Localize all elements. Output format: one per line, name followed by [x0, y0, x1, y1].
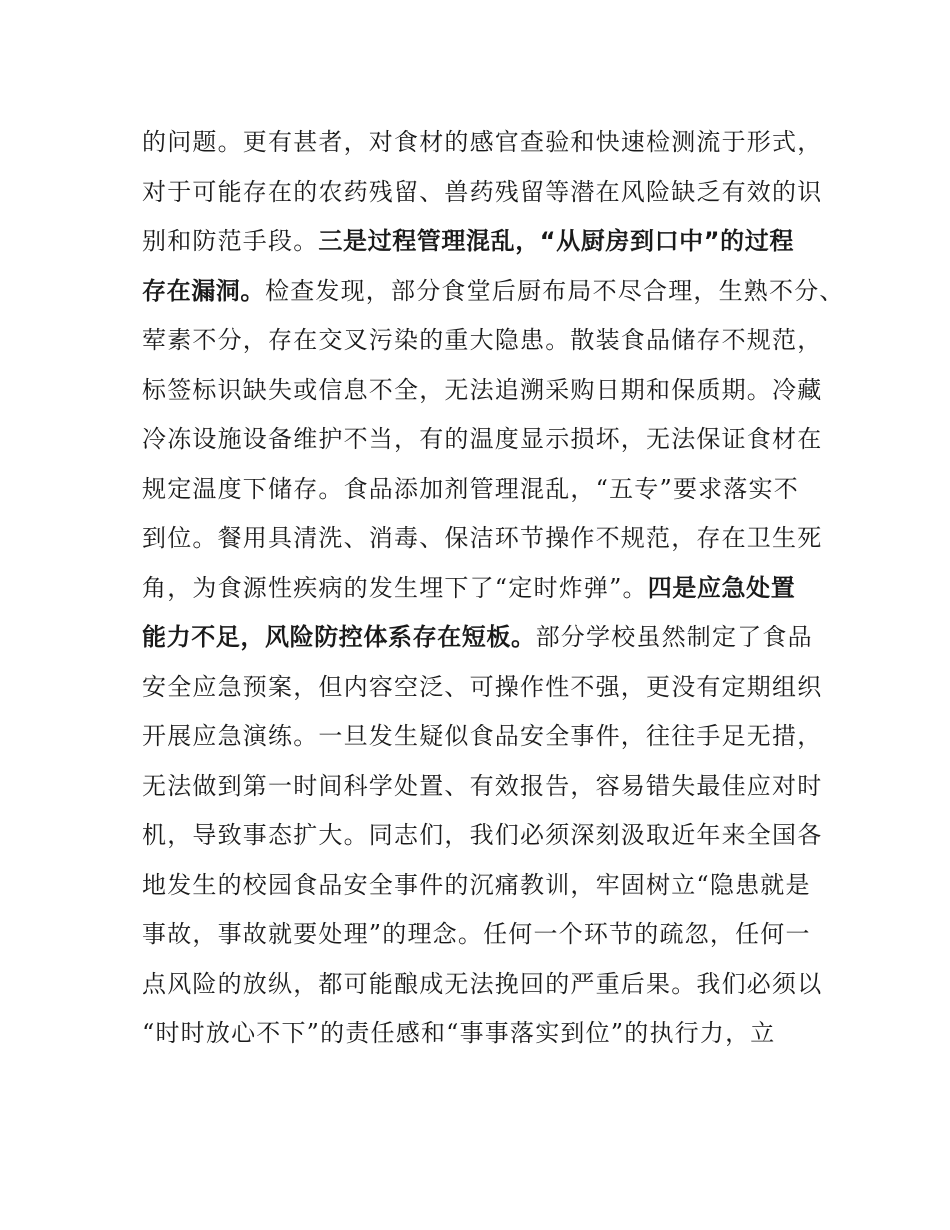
body-text-run: 角，为食源性疾病的发生埋下了“定时炸弹”。	[142, 573, 648, 602]
text-line	[142, 217, 822, 267]
text-line	[142, 762, 822, 812]
text-line	[142, 316, 822, 366]
body-text-run: 开展应急演练。一旦发生疑似食品安全事件，往往手足无措，	[142, 722, 823, 750]
text-line	[142, 168, 822, 218]
text-line	[142, 118, 822, 168]
body-text-run: 规定温度下储存。食品添加剂管理混乱，“五专”要求落实不	[142, 474, 799, 503]
text-line	[142, 564, 822, 614]
text-line	[142, 514, 822, 564]
bold-heading-text: 三是过程管理混乱，“从厨房到口中”的过程	[318, 227, 794, 255]
body-text-run: 无法做到第一时间科学处置、有效报告，容易错失最佳应对时	[142, 771, 823, 800]
body-text-run: 部分学校虽然制定了食品	[535, 623, 813, 651]
text-line	[142, 267, 845, 317]
body-text-run: “时时放心不下”的责任感和“事事落实到位”的执行力，立	[142, 1019, 776, 1047]
text-line	[142, 1009, 822, 1059]
body-text-run: 事故，事故就要处理”的理念。任何一个环节的疏忽，任何一	[142, 920, 811, 948]
bold-heading-text: 能力不足，风险防控体系存在短板。	[142, 623, 536, 651]
text-line	[142, 613, 822, 663]
text-line	[142, 960, 822, 1010]
body-text-run: 冷冻设施设备维护不当，有的温度显示损坏，无法保证食材在	[142, 425, 823, 453]
text-line	[142, 465, 822, 515]
body-text-run: 别和防范手段。	[142, 227, 319, 255]
bold-heading-text: 存在漏洞。	[142, 276, 265, 305]
body-text-run: 机，导致事态扩大。同志们，我们必须深刻汲取近年来全国各	[142, 821, 823, 849]
body-text-run: 标签标识缺失或信息不全，无法追溯采购日期和保质期。冷藏	[142, 375, 823, 404]
text-line	[142, 811, 822, 861]
body-text-run: 的问题。更有甚者，对食材的感官查验和快速检测流于形式，	[142, 128, 823, 156]
body-text-run: 检查发现，部分食堂后厨布局不尽合理，生熟不分、	[265, 276, 845, 305]
body-text-run: 到位。餐用具清洗、消毒、保洁环节操作不规范，存在卫生死	[142, 524, 823, 552]
text-line	[142, 415, 822, 465]
body-text-run: 地发生的校园食品安全事件的沉痛教训，牢固树立“隐患就是	[142, 870, 811, 899]
text-line	[142, 712, 822, 762]
body-text	[142, 118, 845, 1059]
text-line	[142, 663, 822, 713]
body-text-run: 点风险的放纵，都可能酿成无法挽回的严重后果。我们必须以	[142, 969, 823, 998]
text-line	[142, 910, 822, 960]
body-text-run: 安全应急预案，但内容空泛、可操作性不强，更没有定期组织	[142, 672, 823, 701]
body-text-run: 对于可能存在的农药残留、兽药残留等潜在风险缺乏有效的识	[142, 177, 823, 206]
text-line	[142, 366, 822, 416]
text-line	[142, 861, 822, 911]
bold-heading-text: 四是应急处置	[647, 573, 796, 602]
body-text-run: 荤素不分，存在交叉污染的重大隐患。散装食品储存不规范，	[142, 326, 823, 354]
